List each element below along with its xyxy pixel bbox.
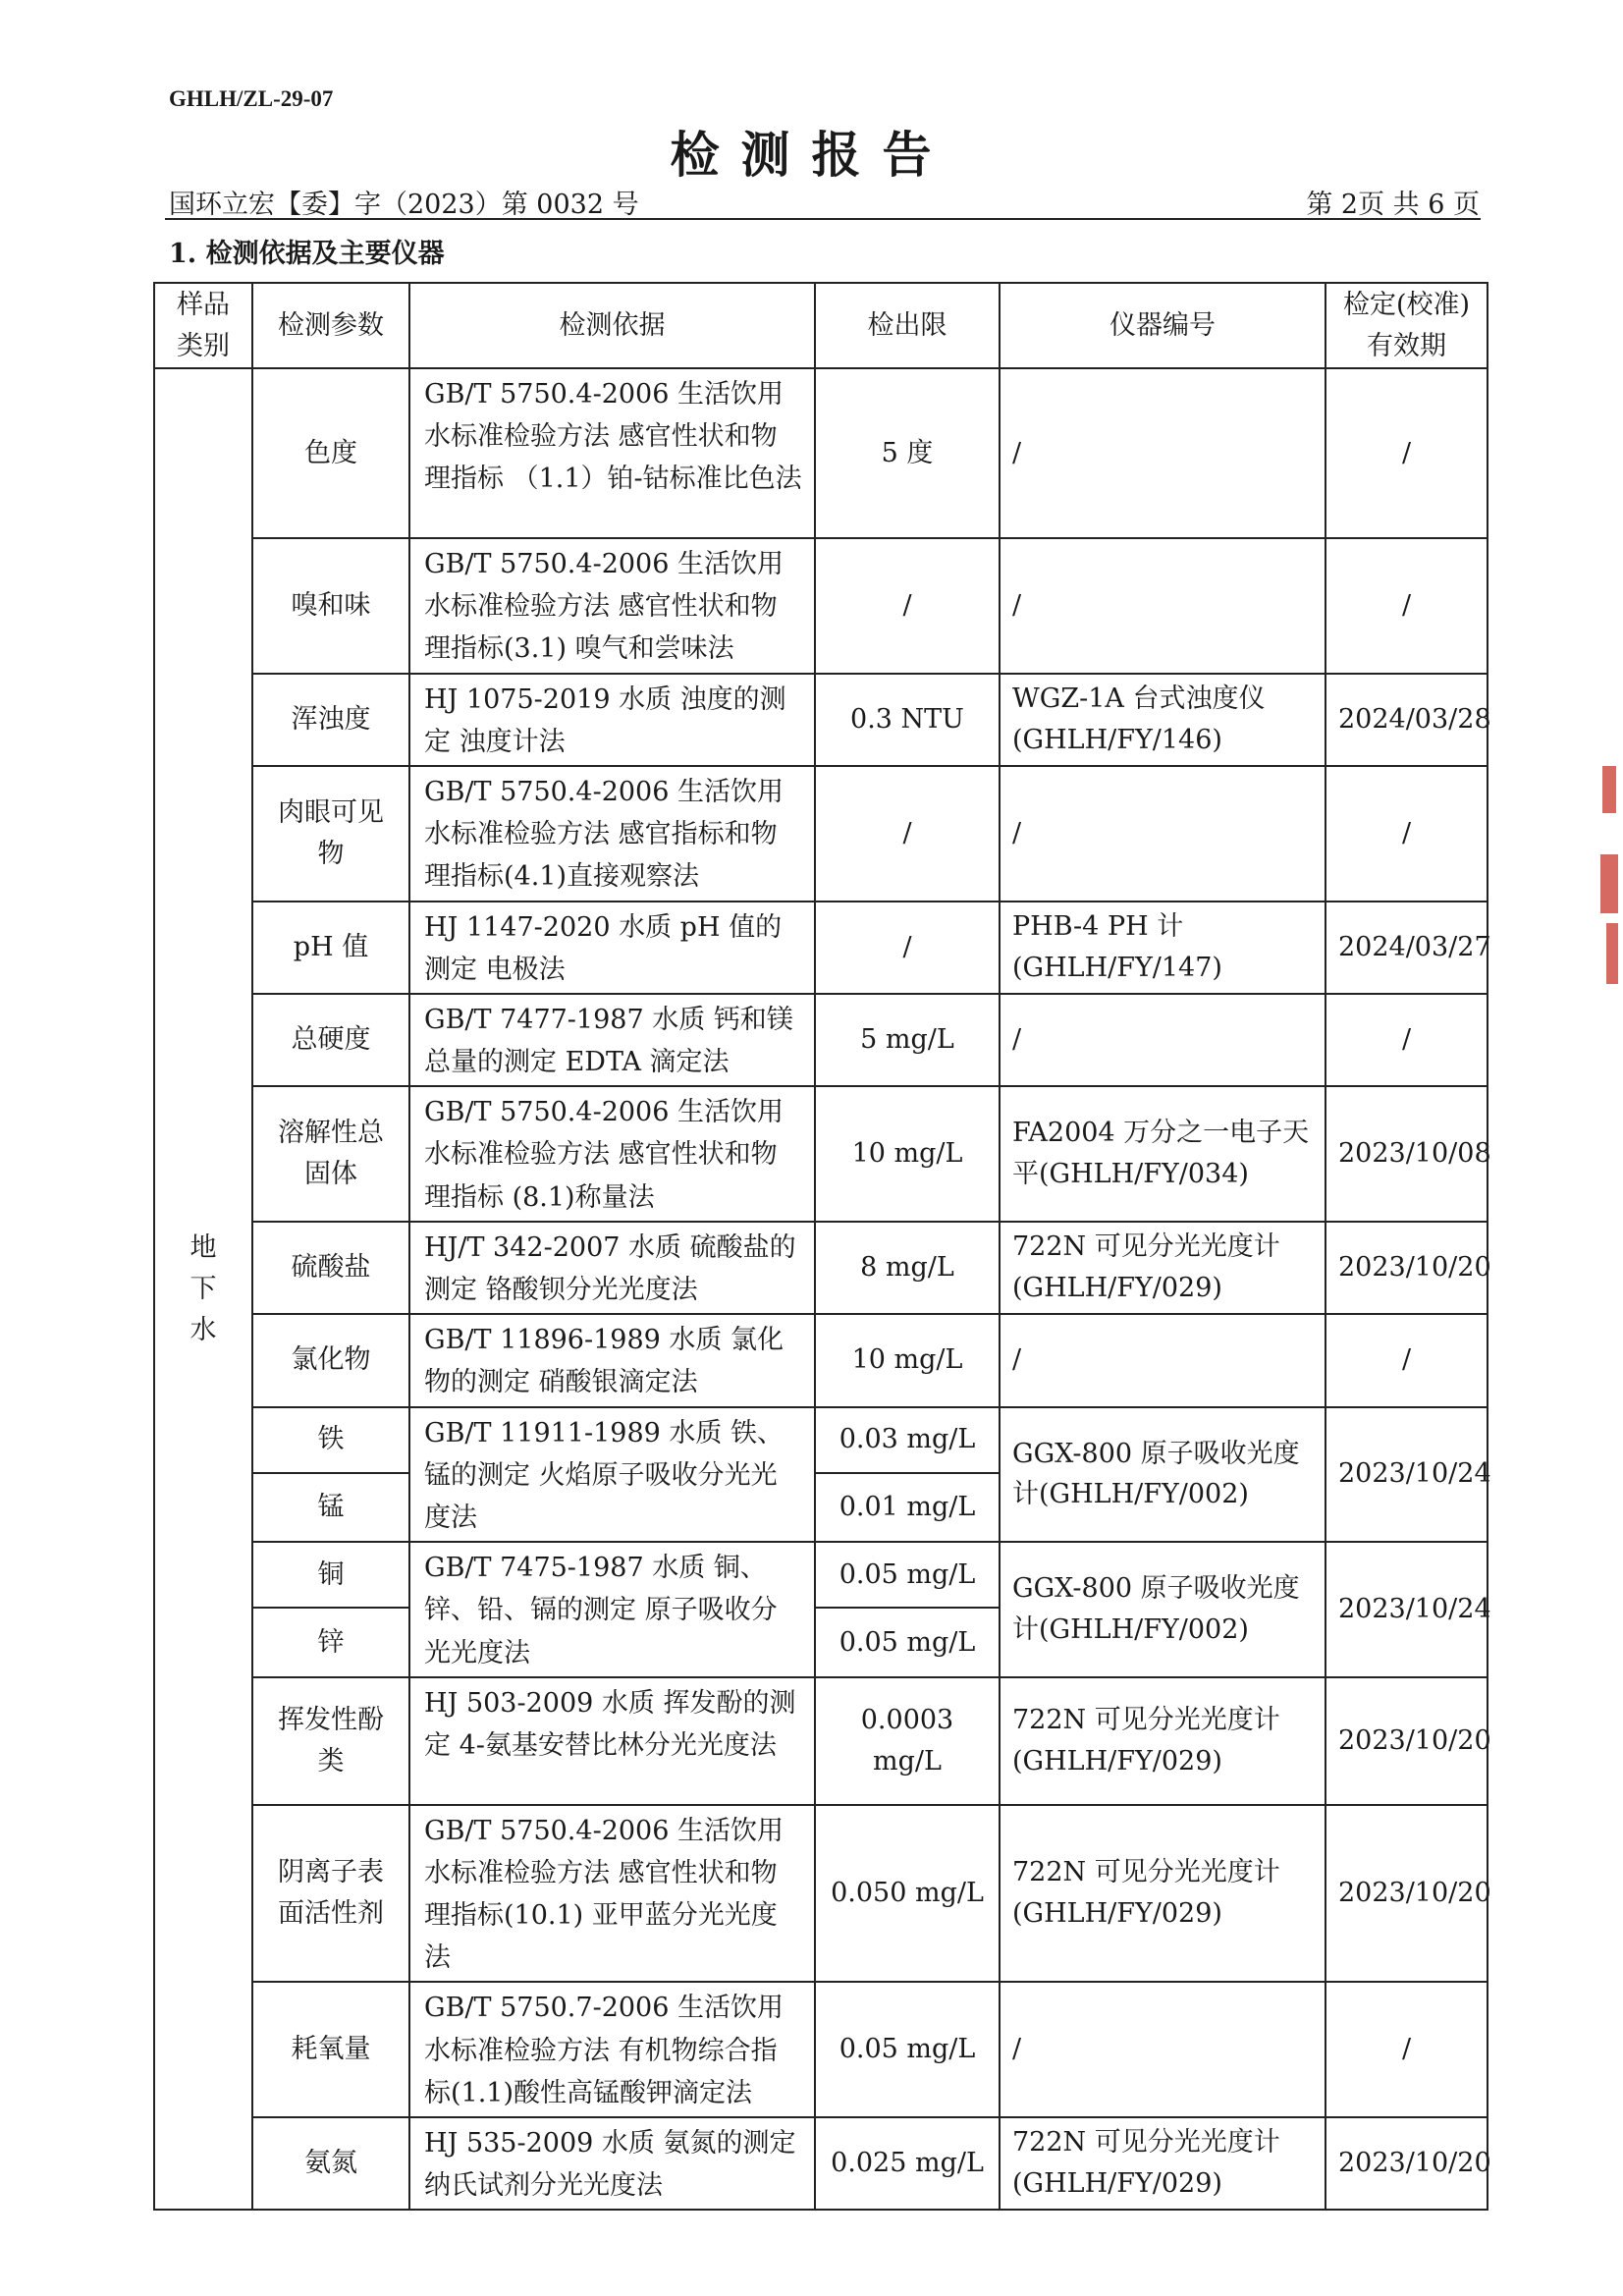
param-cell: 氨氮: [252, 2117, 409, 2210]
limit-cell: 0.05 mg/L: [815, 1982, 1000, 2117]
param-cell: 总硬度: [252, 994, 409, 1086]
instrument-cell: 722N 可见分光光度计(GHLH/FY/029): [1000, 1805, 1325, 1983]
basis-cell: GB/T 5750.4-2006 生活饮用水标准检验方法 感官性状和物理指标 (8.1)称量法: [409, 1086, 815, 1222]
instrument-cell: 722N 可见分光光度计(GHLH/FY/029): [1000, 2117, 1325, 2210]
param-cell: 锌: [252, 1608, 409, 1676]
column-header: 仪器编号: [1000, 283, 1325, 368]
table-row: [154, 766, 1488, 902]
table-row: [154, 538, 1488, 674]
basis-cell: GB/T 7477-1987 水质 钙和镁总量的测定 EDTA 滴定法: [409, 994, 815, 1086]
table-row: [154, 1314, 1488, 1406]
table-header-row: [154, 283, 1488, 368]
instrument-cell: /: [1000, 766, 1325, 902]
param-cell: 铁: [252, 1407, 409, 1473]
column-header: 样品类别: [154, 283, 252, 368]
limit-cell: 0.03 mg/L: [815, 1407, 1000, 1473]
limit-cell: 0.0003 mg/L: [815, 1677, 1000, 1805]
basis-cell: HJ 503-2009 水质 挥发酚的测定 4-氨基安替比林分光光度法: [409, 1677, 815, 1805]
limit-cell: 0.050 mg/L: [815, 1805, 1000, 1983]
table-row: [154, 1407, 1488, 1473]
limit-cell: 0.01 mg/L: [815, 1473, 1000, 1542]
validity-cell: 2023/10/24: [1325, 1542, 1488, 1677]
basis-cell: GB/T 5750.4-2006 生活饮用水标准检验方法 感官性状和物理指标(10.1) 亚甲蓝分光光度法: [409, 1805, 815, 1983]
param-cell: 嗅和味: [252, 538, 409, 674]
instrument-cell: /: [1000, 368, 1325, 538]
instrument-cell: GGX-800 原子吸收光度计(GHLH/FY/002): [1000, 1407, 1325, 1543]
validity-cell: 2024/03/28: [1325, 674, 1488, 766]
param-cell: 阴离子表面活性剂: [252, 1805, 409, 1983]
param-cell: 肉眼可见物: [252, 766, 409, 902]
instrument-cell: /: [1000, 538, 1325, 674]
instrument-cell: /: [1000, 1314, 1325, 1406]
instrument-cell: PHB-4 PH 计(GHLH/FY/147): [1000, 902, 1325, 994]
page-info: 第 2页 共 6 页: [1306, 190, 1480, 220]
table-row: [154, 994, 1488, 1086]
column-header: 检测参数: [252, 283, 409, 368]
limit-cell: 10 mg/L: [815, 1086, 1000, 1222]
param-cell: 硫酸盐: [252, 1222, 409, 1314]
param-cell: 溶解性总固体: [252, 1086, 409, 1222]
validity-cell: /: [1325, 1982, 1488, 2117]
basis-cell: GB/T 7475-1987 水质 铜、锌、铅、镉的测定 原子吸收分光光度法: [409, 1542, 815, 1677]
basis-cell: GB/T 5750.4-2006 生活饮用水标准检验方法 感官性状和物理指标 （1.1）铂-钴标准比色法: [409, 368, 815, 538]
instrument-cell: WGZ-1A 台式浊度仪(GHLH/FY/146): [1000, 674, 1325, 766]
basis-cell: GB/T 5750.7-2006 生活饮用水标准检验方法 有机物综合指标(1.1)酸性高锰酸钾滴定法: [409, 1982, 815, 2117]
seal-stamp-fragment: [1602, 766, 1616, 813]
basis-cell: GB/T 5750.4-2006 生活饮用水标准检验方法 感官指标和物理指标(4.1)直接观察法: [409, 766, 815, 902]
instrument-cell: /: [1000, 1982, 1325, 2117]
limit-cell: 8 mg/L: [815, 1222, 1000, 1314]
column-header: 检测依据: [409, 283, 815, 368]
table-row: [154, 1805, 1488, 1983]
table-row: [154, 674, 1488, 766]
param-cell: 色度: [252, 368, 409, 538]
basis-cell: HJ 1075-2019 水质 浊度的测定 浊度计法: [409, 674, 815, 766]
report-title: 检测报告: [670, 126, 953, 184]
basis-cell: GB/T 11911-1989 水质 铁、锰的测定 火焰原子吸收分光光度法: [409, 1407, 815, 1543]
param-cell: 浑浊度: [252, 674, 409, 766]
section-title: 1. 检测依据及主要仪器: [169, 239, 445, 269]
table-row: [154, 368, 1488, 538]
param-cell: 耗氧量: [252, 1982, 409, 2117]
validity-cell: 2023/10/20: [1325, 1677, 1488, 1805]
param-cell: 锰: [252, 1473, 409, 1542]
limit-cell: 5 度: [815, 368, 1000, 538]
basis-cell: HJ 1147-2020 水质 pH 值的测定 电极法: [409, 902, 815, 994]
sample-category: 地下水: [154, 368, 252, 2210]
seal-stamp-fragment: [1606, 923, 1618, 984]
limit-cell: 10 mg/L: [815, 1314, 1000, 1406]
param-cell: 挥发性酚类: [252, 1677, 409, 1805]
basis-cell: GB/T 5750.4-2006 生活饮用水标准检验方法 感官性状和物理指标(3.1) 嗅气和尝味法: [409, 538, 815, 674]
basis-cell: GB/T 11896-1989 水质 氯化物的测定 硝酸银滴定法: [409, 1314, 815, 1406]
param-cell: pH 值: [252, 902, 409, 994]
instrument-cell: 722N 可见分光光度计(GHLH/FY/029): [1000, 1222, 1325, 1314]
report-number: 国环立宏【委】字（2023）第 0032 号: [169, 190, 639, 220]
column-header: 检定(校准)有效期: [1325, 283, 1488, 368]
instrument-cell: FA2004 万分之一电子天平(GHLH/FY/034): [1000, 1086, 1325, 1222]
table-row: [154, 1677, 1488, 1805]
table-row: [154, 902, 1488, 994]
validity-cell: /: [1325, 538, 1488, 674]
basis-cell: HJ/T 342-2007 水质 硫酸盐的测定 铬酸钡分光光度法: [409, 1222, 815, 1314]
limit-cell: 0.025 mg/L: [815, 2117, 1000, 2210]
header-divider: [165, 218, 1481, 220]
document-code: GHLH/ZL-29-07: [169, 86, 334, 111]
instrument-cell: GGX-800 原子吸收光度计(GHLH/FY/002): [1000, 1542, 1325, 1677]
table-row: [154, 1542, 1488, 1608]
basis-cell: HJ 535-2009 水质 氨氮的测定 纳氏试剂分光光度法: [409, 2117, 815, 2210]
limit-cell: 5 mg/L: [815, 994, 1000, 1086]
seal-stamp-fragment: [1600, 854, 1618, 913]
table-row: [154, 1222, 1488, 1314]
limit-cell: 0.05 mg/L: [815, 1542, 1000, 1608]
validity-cell: 2023/10/24: [1325, 1407, 1488, 1543]
validity-cell: /: [1325, 994, 1488, 1086]
column-header: 检出限: [815, 283, 1000, 368]
limit-cell: 0.05 mg/L: [815, 1608, 1000, 1676]
validity-cell: /: [1325, 368, 1488, 538]
limit-cell: /: [815, 766, 1000, 902]
param-cell: 氯化物: [252, 1314, 409, 1406]
table-row: [154, 1086, 1488, 1222]
validity-cell: 2023/10/20: [1325, 1805, 1488, 1983]
limit-cell: /: [815, 538, 1000, 674]
table-row: [154, 2117, 1488, 2210]
validity-cell: 2023/10/20: [1325, 1222, 1488, 1314]
validity-cell: /: [1325, 766, 1488, 902]
instrument-cell: /: [1000, 994, 1325, 1086]
limit-cell: /: [815, 902, 1000, 994]
test-basis-table: [153, 282, 1491, 2211]
validity-cell: /: [1325, 1314, 1488, 1406]
validity-cell: 2023/10/20: [1325, 2117, 1488, 2210]
validity-cell: 2024/03/27: [1325, 902, 1488, 994]
validity-cell: 2023/10/08: [1325, 1086, 1488, 1222]
instrument-cell: 722N 可见分光光度计(GHLH/FY/029): [1000, 1677, 1325, 1805]
table-row: [154, 1982, 1488, 2117]
param-cell: 铜: [252, 1542, 409, 1608]
limit-cell: 0.3 NTU: [815, 674, 1000, 766]
